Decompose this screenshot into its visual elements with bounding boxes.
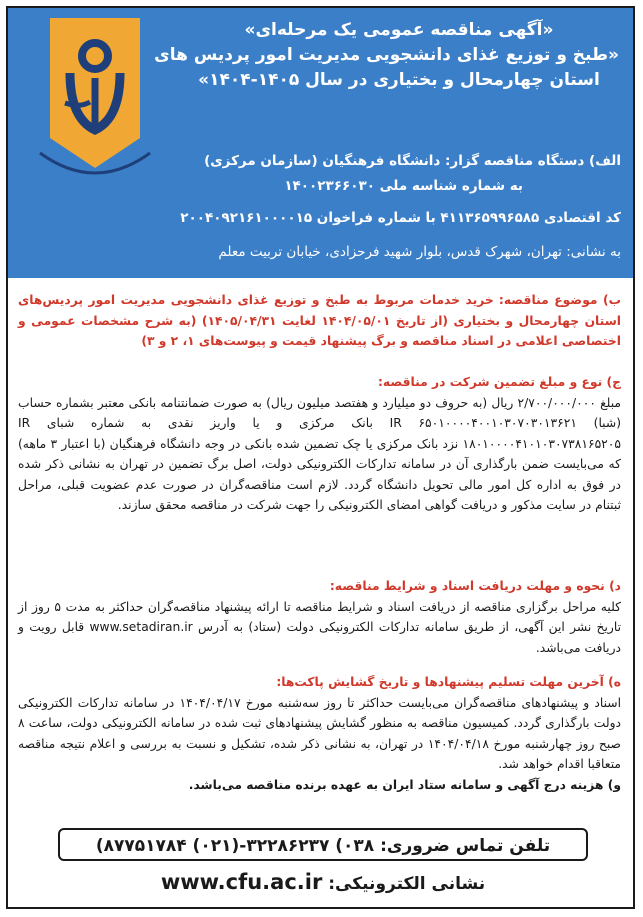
notice-title	[154, 18, 619, 93]
section-guarantee-text: مبلغ ۲/۷۰۰/۰۰۰/۰۰۰ ریال (به حروف دو میلیارد و هفتصد میلیون ریال) به صورت ضمانتنامه بانکی معتبر بشماره حساب (شبا) IR ۶۵۰۱۰۰۰۰۴۰۰۱۰۳۰۷۰۳۰۱۳۶۲۱ بانک مرکزی و یا واریز نقدی به شماره شبای IR ۱۸۰۱۰۰۰۰۴۱۰۱۰۳۰۷۳۸۱۶۵۲۰۵ نزد بانک مرکزی یا چک تضمین شده بانکی در وجه دانشگاه فرهنگیان (با اعتبار ۳ ماهه) که می‌بایست ضمن بارگذاری آن در سامانه تدارکات الکترونیکی دولت، اصل برگ تضمین در تهران به نشانی ذکر شده در فوق به اداره کل امور مالی تحویل دانشگاه گردد. لازم است مناقصه‌گران در صورت عدم عضویت قبلی، مراحل ثبتنام در سایت مذکور و دریافت گواهی امضای الکترونیکی را جهت شرکت در مناقصه محقق سازند.	[18, 395, 621, 512]
phone-numbers: ۰۳۸) ۳۲۲۸۶۲۳۷-(۰۲۱) ۸۷۷۵۱۷۸۴)	[95, 836, 375, 856]
section-documents-title: د) نحوه و مهلت دریافت اسناد و شرایط مناقصه:	[329, 579, 621, 593]
section-guarantee	[18, 372, 621, 516]
section-documents	[18, 576, 621, 658]
address: به نشانی: تهران، شهرک قدس، بلوار شهید فرحزادی، خیابان تربیت معلم	[218, 244, 621, 260]
organizer: الف) دستگاه مناقصه گزار: دانشگاه فرهنگیان (سازمان مرکزی)	[204, 153, 621, 169]
section-deadline-text: اسناد و پیشنهادهای مناقصه‌گران می‌بایست حداکثر تا روز سه‌شنبه مورخ ۱۴۰۴/۰۴/۱۷ در سامانه تدارکات الکترونیکی دولت بارگذاری گردد. کمیسیون مناقصه به منظور گشایش پیشنهادهای ثبت شده در سامانه الکترونیکی دولت، ساعت ۸ صبح روز چهارشنبه مورخ ۱۴۰۴/۰۴/۱۸ در تهران، به نشانی ذکر شده، تشکیل و نسبت به بررسی و اعلام نتیجه مناقصه متعاقبا اقدام خواهد شد.	[18, 695, 621, 771]
contact-phone	[58, 828, 588, 861]
title-line-2: «طبخ و توزیع غذای دانشجویی مدیریت امور پردیس های	[154, 45, 619, 65]
section-deadline-title: ه) آخرین مهلت تسلیم پیشنهادها و تاریخ گشایش پاکت‌ها:	[276, 675, 621, 689]
title-line-3: استان چهارمحال و بختیاری در سال ۱۴۰۵-۱۴۰۴»	[198, 70, 600, 90]
section-subject	[18, 290, 621, 352]
university-logo	[20, 18, 170, 188]
website-label: نشانی الکترونیکی:	[328, 874, 486, 894]
website	[58, 870, 588, 894]
economic-code: کد اقتصادی ۴۱۱۳۶۵۹۹۶۵۸۵ با شماره فراخوان ۲۰۰۴۰۹۲۱۶۱۰۰۰۰۱۵	[180, 210, 621, 226]
section-subject-title: ب) موضوع مناقصه:	[498, 293, 621, 307]
notice-header	[8, 8, 633, 278]
website-link[interactable]: www.cfu.ac.ir	[160, 870, 323, 894]
phone-label: تلفن تماس ضروری:	[380, 836, 551, 856]
section-documents-text: کلیه مراحل برگزاری مناقصه از دریافت اسناد و شرایط مناقصه تا ارائه پیشنهاد مناقصه‌گران حداکثر به مدت ۵ روز از تاریخ نشر این آگهی، از طریق سامانه تدارکات الکترونیکی دولت (ستاد) به آدرس www.setadiran.ir قابل رویت و دریافت می‌باشد.	[18, 599, 621, 655]
tender-notice	[6, 6, 635, 909]
national-id: به شماره شناسه ملی ۱۴۰۰۲۳۶۶۰۳۰	[284, 178, 523, 194]
university-logo-icon	[20, 18, 170, 188]
section-guarantee-title: ج) نوع و مبلغ تضمین شرکت در مناقصه:	[377, 375, 621, 389]
section-deadline	[18, 672, 621, 795]
section-cost-text: و) هزینه درج آگهی و سامانه ستاد ایران به عهده برنده مناقصه می‌باشد.	[188, 777, 621, 792]
section-subject-text: خرید خدمات مربوط به طبخ و توزیع غذای دانشجویی مدیریت امور پردیس‌های استان چهارمحال و بختیاری (از تاریخ ۱۴۰۴/۰۵/۰۱ لغایت ۱۴۰۵/۰۴/۳۱) (به شرح مشخصات عمومی و اختصاصی اعلامی در اسناد مناقصه و برگ پیشنهاد قیمت و پیوست‌های ۱، ۲ و ۳)	[18, 293, 622, 348]
title-line-1: «آگهی مناقصه عمومی یک مرحله‌ای»	[244, 20, 554, 40]
